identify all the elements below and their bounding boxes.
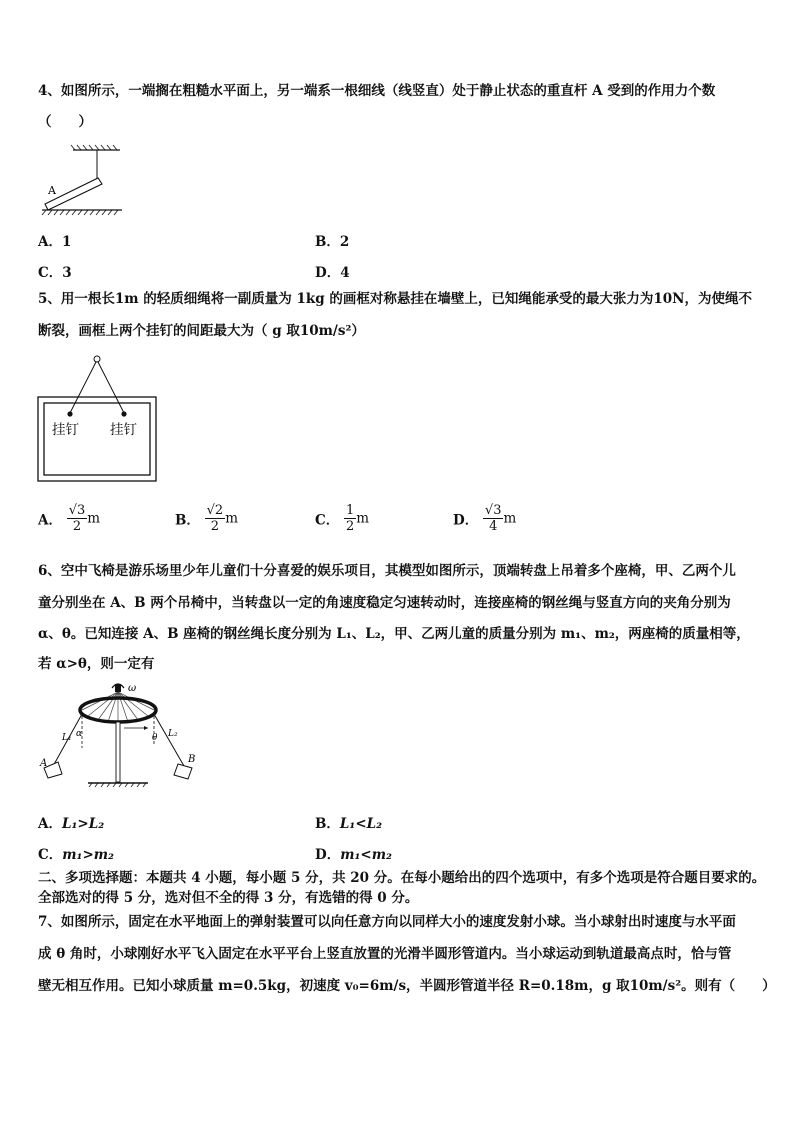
q6-option-c[interactable]: C．m₁>m₂ [38, 847, 114, 863]
q6-figure-label-b: B [188, 754, 196, 765]
section2-heading-line2: 全部选对的得 5 分，选对但不全的得 3 分，有选错的得 0 分。 [38, 890, 419, 906]
q5-stem-line2: 断裂，画框上两个挂钉的间距最大为（ g 取10m/s²） [38, 323, 365, 339]
q6-stem-line2: 童分别坐在 A、B 两个吊椅中，当转盘以一定的角速度稳定匀速转动时，连接座椅的钢丝绳与竖直方向的夹角分别为 [38, 595, 731, 611]
q6-option-a[interactable]: A．L₁>L₂ [38, 816, 105, 832]
q6-figure-label-alpha: α [76, 729, 83, 739]
q6-stem-line4: 若 α>θ，则一定有 [38, 656, 155, 672]
q5-option-d[interactable]: D． $\frac{√3}{4}$ m [453, 503, 517, 534]
q6-stem-line3: α、θ。已知连接 A、B 座椅的钢丝绳长度分别为 L₁、L₂，甲、乙两儿童的质量分别为 m₁、m₂，两座椅的质量相等， [38, 626, 750, 642]
q5-option-b-fraction: $\frac{√2}{2}$ [206, 503, 224, 534]
q6-figure-swing-ride [36, 680, 204, 792]
q7-stem-line3: 壁无相互作用。已知小球质量 m=0.5kg，初速度 v₀=6m/s，半圆形管道半径 R=0.18m，g 取10m/s²。则有（ ） [38, 978, 776, 994]
q5-stem-line1: 5、用一根长1m 的轻质细绳将一副质量为 1kg 的画框对称悬挂在墙壁上，已知绳能承受的最大张力为10N，为使绳不 [38, 291, 752, 307]
q6-figure-label-theta: θ [152, 733, 158, 743]
q5-option-c[interactable]: C． $\frac{1}{2}$ m [315, 503, 370, 534]
q5-option-a-fraction: $\frac{√3}{2}$ [68, 503, 86, 534]
section2-heading-line1: 二、多项选择题：本题共 4 小题，每小题 5 分，共 20 分。在每小题给出的四个选项中，有多个选项是符合题目要求的。 [38, 870, 766, 886]
q4-option-c[interactable]: C．3 [38, 265, 72, 281]
q5-figure-frame [36, 352, 158, 484]
q4-stem-line1: 4、如图所示，一端搁在粗糙水平面上，另一端系一根细线（线竖直）处于静止状态的重直杆 A 受到的作用力个数 [38, 83, 716, 99]
q6-figure-label-omega: ω [128, 683, 137, 694]
q4-option-d[interactable]: D．4 [315, 265, 350, 281]
q5-option-b[interactable]: B． $\frac{√2}{2}$ m [175, 503, 238, 534]
q4-stem-line2: （ ） [38, 114, 92, 130]
q4-option-b[interactable]: B．2 [315, 234, 350, 250]
q4-figure-rod [40, 142, 130, 217]
q6-figure-label-l2: L₂ [168, 729, 178, 739]
q6-option-b[interactable]: B．L₁<L₂ [315, 816, 383, 832]
q5-option-d-fraction: $\frac{√3}{4}$ [484, 503, 502, 534]
q5-option-c-fraction: $\frac{1}{2}$ [345, 503, 355, 534]
q4-option-a[interactable]: A．1 [38, 234, 72, 250]
q7-stem-line2: 成 θ 角时，小球刚好水平飞入固定在水平平台上竖直放置的光滑半圆形管道内。当小球运动到轨道最高点时，恰与管 [38, 946, 732, 962]
q4-figure-label-a: A [48, 184, 56, 197]
q7-stem-line1: 7、如图所示，固定在水平地面上的弹射装置可以向任意方向以同样大小的速度发射小球。当小球射出时速度与水平面 [38, 914, 736, 930]
q6-figure-label-l1: L₁ [62, 733, 72, 743]
q6-figure-label-a: A [40, 758, 48, 769]
q5-figure-label-left-nail: 挂钉 [52, 422, 79, 438]
q6-stem-line1: 6、空中飞椅是游乐场里少年儿童们十分喜爱的娱乐项目，其模型如图所示，顶端转盘上吊着多个座椅，甲、乙两个儿 [38, 563, 736, 579]
q5-option-a[interactable]: A． $\frac{√3}{2}$ m [38, 503, 101, 534]
q6-option-d[interactable]: D．m₁<m₂ [315, 847, 392, 863]
q5-figure-label-right-nail: 挂钉 [110, 422, 137, 438]
